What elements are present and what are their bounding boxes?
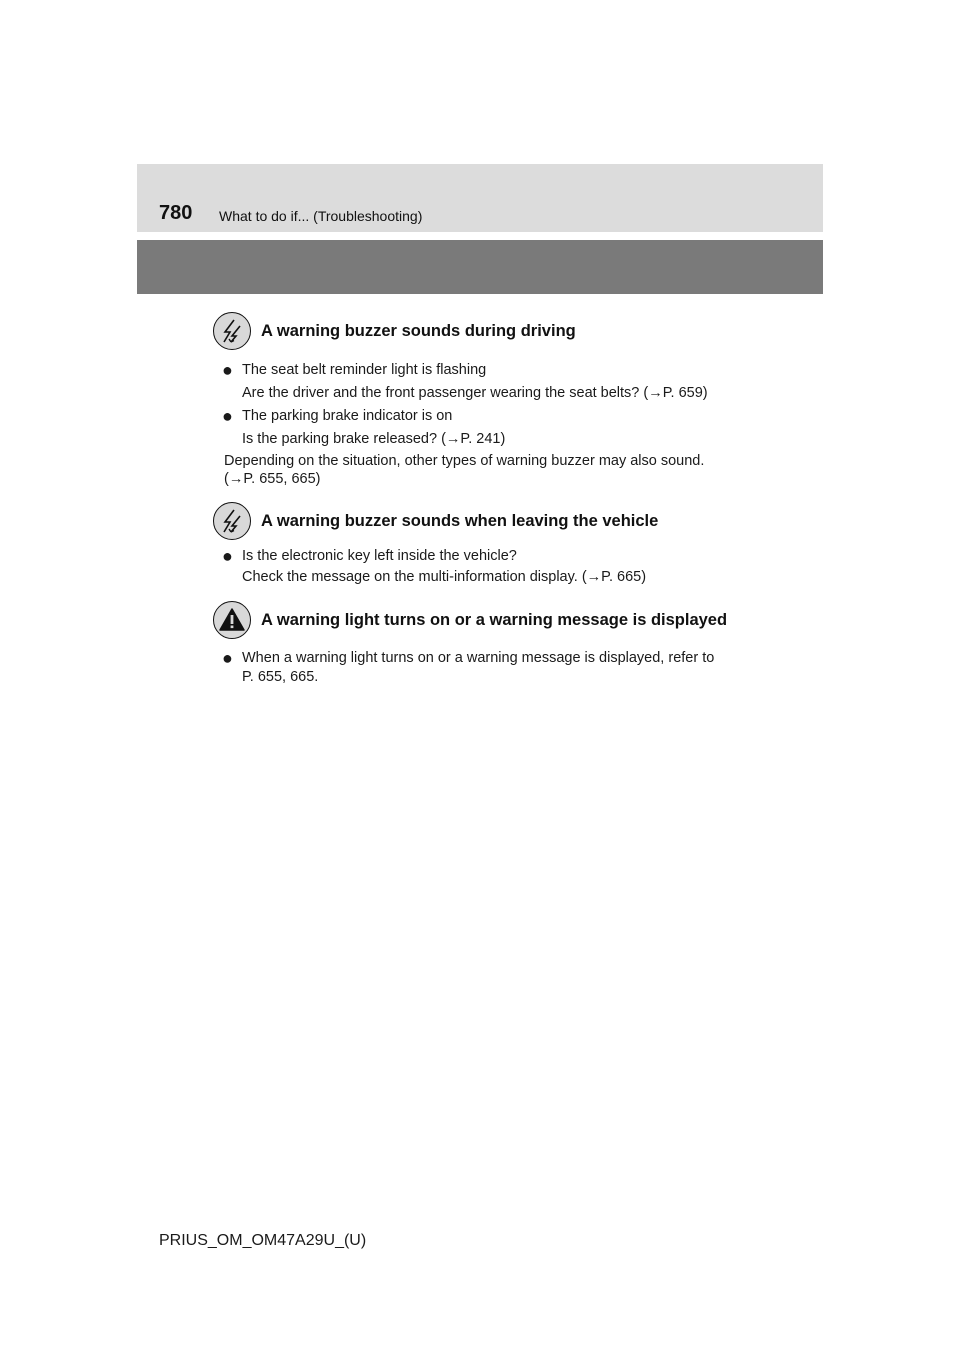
heading-warning-light — [213, 601, 727, 639]
warning-buzzer-icon — [213, 502, 251, 540]
bullet-icon: ● — [222, 546, 233, 566]
header-band — [137, 240, 823, 294]
bullet-detail: Is the parking brake released? (→P. 241) — [242, 431, 506, 447]
bullet-detail: Check the message on the multi-information display. (→P. 665) — [242, 569, 647, 585]
bullet-title: When a warning light turns on or a warning message is displayed, refer to — [242, 650, 715, 666]
heading-leaving — [213, 502, 658, 540]
footer-doc-code: PRIUS_OM_OM47A29U_(U) — [159, 1232, 367, 1249]
warning-triangle-icon — [213, 601, 251, 639]
bullet-icon: ● — [222, 406, 233, 426]
bullet-detail: P. 655, 665. — [242, 669, 319, 685]
bullet-detail: Are the driver and the front passenger wearing the seat belts? (→P. 659) — [242, 385, 708, 401]
page-number: 780 — [159, 202, 193, 224]
bullet-title: The parking brake indicator is on — [242, 408, 453, 424]
bullet-icon: ● — [222, 360, 233, 380]
heading-text: A warning buzzer sounds when leaving the vehicle — [261, 511, 659, 530]
heading-text: A warning light turns on or a warning message is displayed — [261, 610, 728, 629]
bullet-title: Is the electronic key left inside the vehicle? — [242, 548, 517, 564]
bullet-title: The seat belt reminder light is flashing — [242, 362, 487, 378]
bullet-icon: ● — [222, 648, 233, 668]
heading-driving — [213, 312, 576, 350]
note-line: (→P. 655, 665) — [224, 471, 321, 487]
heading-text: A warning buzzer sounds during driving — [261, 321, 576, 340]
section-title: What to do if... (Troubleshooting) — [219, 208, 423, 224]
warning-buzzer-icon — [213, 312, 251, 350]
note-line: Depending on the situation, other types of warning buzzer may also sound. — [224, 453, 705, 469]
